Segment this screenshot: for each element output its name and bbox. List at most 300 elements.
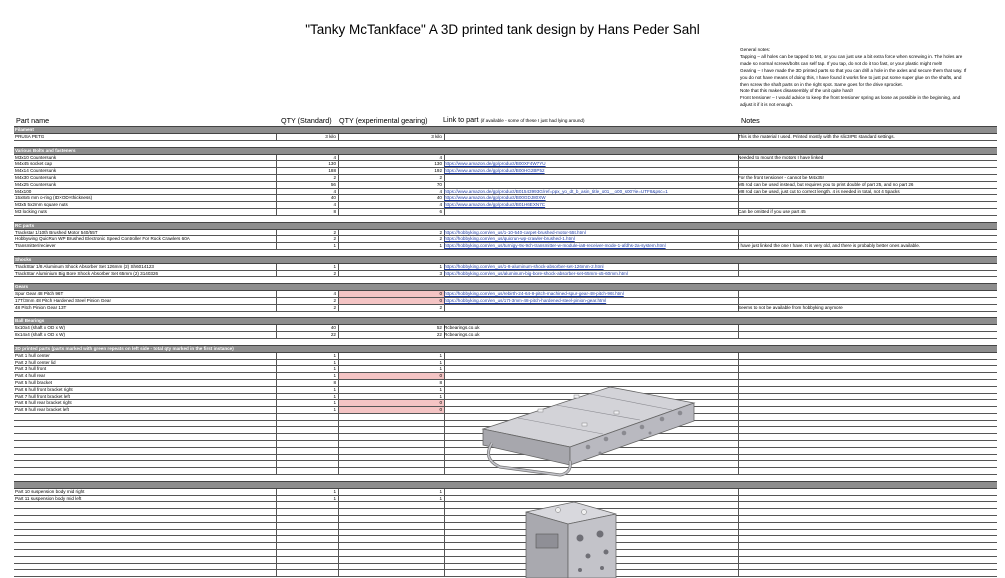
table-row	[14, 298, 997, 305]
qty-experimental-cell: 130	[434, 161, 442, 167]
column-divider	[276, 530, 277, 536]
part-name-cell: Part 1 hull center	[15, 352, 50, 358]
column-divider	[338, 421, 339, 427]
hull-render-image	[478, 381, 700, 479]
column-divider	[338, 427, 339, 433]
column-divider	[276, 461, 277, 467]
column-divider	[738, 564, 739, 570]
section-title: Filament	[15, 127, 34, 132]
qty-experimental-cell: 1	[439, 243, 442, 249]
part-name-cell: Part 9 hull rear bracket left	[15, 407, 69, 413]
part-link[interactable]: https://hobbyking.com/en_us/quicrun-wp-crawler-brushed-1.html	[444, 236, 575, 242]
table-row	[14, 243, 997, 250]
column-divider	[738, 516, 739, 522]
qty-experimental-cell: 1	[439, 263, 442, 269]
column-divider	[444, 360, 445, 366]
column-divider	[276, 509, 277, 515]
column-divider	[444, 366, 445, 372]
qty-experimental-cell: 1	[439, 386, 442, 392]
notes-cell: Needed to mount the motors I have linked	[738, 154, 824, 160]
column-divider	[738, 360, 739, 366]
header-qty-standard: QTY (Standard)	[281, 116, 332, 125]
suspension-render-image	[518, 500, 624, 578]
table-row	[14, 264, 997, 271]
qty-experimental-cell: 0	[439, 373, 442, 379]
column-divider	[738, 325, 739, 331]
qty-standard-cell: 1	[333, 407, 336, 413]
column-divider	[444, 373, 445, 379]
column-divider	[338, 570, 339, 576]
part-link[interactable]: https://hobbyking.com/en_us/aluminum-big-bore-shock-absorber-set-65mm-x5-60mm.html	[444, 270, 628, 276]
qty-experimental-cell: 3 kilo	[431, 134, 442, 139]
qty-standard-cell: 1	[333, 352, 336, 358]
part-link[interactable]: https://hobbyking.com/en_us/rebirth-24-64-8-pitch-machined-spur-gear-48-pitch-96t.html	[444, 291, 624, 297]
column-divider	[738, 195, 739, 201]
qty-experimental-cell: 1	[439, 366, 442, 372]
header-part-name: Part name	[16, 116, 50, 125]
column-divider	[738, 394, 739, 400]
column-divider	[738, 414, 739, 420]
column-divider	[444, 550, 445, 556]
notes-cell: Can be omitted if you use part 45	[738, 208, 806, 214]
qty-experimental-cell: 1	[439, 352, 442, 358]
table-row	[14, 271, 997, 278]
notes-cell: This is the material I used. Printed mostly with the slic3rPE standard settings.	[738, 134, 895, 139]
qty-standard-cell: 8	[333, 208, 336, 214]
column-divider	[738, 202, 739, 208]
empty-row	[14, 550, 997, 557]
empty-row	[14, 570, 997, 577]
empty-row	[14, 536, 997, 543]
column-divider	[738, 557, 739, 563]
table-row	[14, 291, 997, 298]
qty-experimental-cell: 52	[436, 325, 442, 331]
part-link[interactable]: https://www.amazon.de/gp/product/B01H6EXN7C	[444, 202, 546, 208]
section-title: Shocks	[15, 256, 32, 262]
qty-standard-cell: 1	[333, 243, 336, 249]
parts-table	[14, 126, 997, 577]
general-notes	[740, 47, 1002, 109]
column-divider	[738, 380, 739, 386]
column-divider	[444, 448, 445, 454]
table-row	[14, 496, 997, 503]
column-divider	[444, 427, 445, 433]
part-name-cell: M4x30 Countersunk	[15, 174, 57, 180]
column-divider	[444, 516, 445, 522]
column-divider	[338, 455, 339, 461]
qty-experimental-cell: 4	[439, 154, 442, 160]
empty-row	[14, 564, 997, 571]
column-divider	[444, 182, 445, 188]
column-divider	[276, 523, 277, 529]
column-divider	[444, 530, 445, 536]
column-divider	[738, 373, 739, 379]
empty-row	[14, 530, 997, 537]
column-divider	[444, 421, 445, 427]
section-header	[14, 481, 997, 489]
column-divider	[276, 536, 277, 542]
column-divider	[444, 564, 445, 570]
column-divider	[444, 461, 445, 467]
column-divider	[738, 271, 739, 277]
qty-standard-cell: 1	[333, 488, 336, 494]
column-divider	[276, 570, 277, 576]
column-divider	[276, 441, 277, 447]
column-divider	[738, 434, 739, 440]
column-divider	[738, 264, 739, 270]
qty-standard-cell: 56	[330, 181, 336, 187]
qty-experimental-cell: 8	[439, 379, 442, 385]
column-divider	[338, 434, 339, 440]
column-divider	[738, 530, 739, 536]
part-name-cell: Part 7 hull front bracket left	[15, 393, 70, 399]
column-divider	[338, 516, 339, 522]
part-link[interactable]: https://hobbyking.com/en_us/1-8-aluminum-shock-absorber-set-126mm-2.html	[444, 263, 604, 269]
general-notes-line: adjust it if it is not enough.	[740, 102, 794, 108]
part-name-cell: Part 5 hull bracket	[15, 379, 53, 385]
part-name-cell: M3x10 Countersunk	[15, 154, 57, 160]
column-divider	[738, 461, 739, 467]
section-title: Gears	[15, 284, 29, 290]
qty-standard-cell: 4	[333, 202, 336, 208]
general-notes-line: made so normal screws/bolts can self tap. If you tap, do not do it too fast, or your plastic might melt!	[740, 60, 943, 66]
column-divider	[276, 550, 277, 556]
column-divider	[738, 230, 739, 236]
table-row	[14, 353, 997, 360]
qty-experimental-cell: 2	[439, 236, 442, 242]
notes-cell: For the front tensioner - cannot be M4x35!	[738, 174, 824, 180]
notes-cell: Seems to not be available from hobbyking anymore	[738, 304, 843, 310]
notes-cell: M8 rod can be used, just cut to correct length. 4 is needed in total, not 4 5packs	[738, 188, 900, 194]
column-divider	[276, 414, 277, 420]
part-name-cell: 8x14x4 (shaft x OD x W)	[15, 332, 66, 338]
qty-experimental-cell: 1	[439, 359, 442, 365]
part-name-cell: Hobbywing QuicRun WP Brushed Electronic Speed Controller For Rock Crawlers 60A	[15, 236, 190, 242]
section-header	[14, 222, 997, 230]
empty-row	[14, 557, 997, 564]
part-name-cell: TrackStar Aluminium Big Bore Shock Absorber Set 65mm (2) 3140326	[15, 270, 159, 276]
column-divider	[444, 502, 445, 508]
column-divider	[738, 298, 739, 304]
header-notes: Notes	[741, 116, 760, 125]
column-divider	[276, 564, 277, 570]
qty-standard-cell: 1	[333, 386, 336, 392]
qty-standard-cell: 4	[333, 291, 336, 297]
qty-standard-cell: 2	[333, 304, 336, 310]
part-link[interactable]: https://www.amazon.de/gp/product/B00GDJ80XW	[444, 195, 546, 201]
table-row	[14, 332, 997, 339]
part-link[interactable]: https://hobbyking.com/en_us/1-10-540-carpet-brushed-motor-55t.html	[444, 229, 586, 235]
general-notes-heading: General notes:	[740, 47, 771, 52]
part-name-cell: Part 8 hull rear bracket right	[15, 400, 72, 406]
column-divider	[444, 489, 445, 495]
column-divider	[338, 550, 339, 556]
column-divider	[738, 291, 739, 297]
qty-experimental-cell: 192	[434, 168, 442, 174]
page-title: "Tanky McTankface" A 3D printed tank design by Hans Peder Sahl	[305, 22, 700, 37]
column-divider	[338, 441, 339, 447]
column-divider	[738, 468, 739, 474]
column-divider	[444, 468, 445, 474]
section-header	[14, 317, 997, 325]
general-notes-line: Front tensioner – I would advice to keep the front tensioner spring as loose as possible in the beginning, and	[740, 95, 961, 101]
qty-standard-cell: 1	[333, 393, 336, 399]
qty-standard-cell: 2	[333, 270, 336, 276]
part-link[interactable]: https://hobbyking.com/en_us/turnigy-9x-9ch-transmitter-w-module-ia8-receiver-mode-1-afdhs-2a-system.html	[444, 243, 666, 249]
section-header	[14, 256, 997, 264]
qty-standard-cell: 40	[330, 195, 336, 201]
column-divider	[738, 236, 739, 242]
part-name-cell: Spur Gear 48 Pitch 96T	[15, 291, 64, 297]
part-name-cell: Part 6 hull front bracket right	[15, 386, 73, 392]
qty-experimental-cell: 0	[439, 297, 442, 303]
supplier-text: Rcbearings.co.uk	[444, 332, 480, 338]
column-divider	[444, 175, 445, 181]
part-name-cell: Part 3 hull front	[15, 366, 47, 372]
part-name-cell: M4x100	[15, 188, 32, 194]
part-name-cell: M4x25 Countersunk	[15, 181, 57, 187]
section-header	[14, 147, 997, 155]
column-divider	[738, 353, 739, 359]
qty-standard-cell: 2	[333, 174, 336, 180]
column-divider	[738, 502, 739, 508]
column-divider	[338, 557, 339, 563]
part-name-cell: TrackStar 1/8 Aluminum Shock Absorber Set 126mm (2) Sh6014123	[15, 263, 154, 269]
section-header	[14, 126, 997, 134]
qty-standard-cell: 2	[333, 229, 336, 235]
qty-experimental-cell: 1	[439, 488, 442, 494]
part-link[interactable]: https://hobbyking.com/en_us/17t-3mm-48-pitch-hardened-steel-pinion-gear.html	[444, 297, 607, 303]
part-name-cell: Part 11 suspension body mid left	[15, 495, 82, 501]
column-divider	[338, 523, 339, 529]
column-divider	[444, 523, 445, 529]
column-divider	[738, 366, 739, 372]
qty-standard-cell: 4	[333, 188, 336, 194]
column-divider	[738, 400, 739, 406]
column-divider	[276, 468, 277, 474]
column-divider	[276, 434, 277, 440]
column-divider	[738, 407, 739, 413]
column-divider	[738, 387, 739, 393]
qty-experimental-cell: 0	[439, 407, 442, 413]
section-title: Ball Bearings	[15, 318, 45, 324]
table-row	[14, 202, 997, 209]
qty-experimental-cell: 6	[439, 208, 442, 214]
column-divider	[444, 496, 445, 502]
qty-standard-cell: 8	[333, 379, 336, 385]
qty-experimental-cell: 2	[439, 229, 442, 235]
notes-cell: M5 rod can be used instead, but requires you to print double of part 25, and no part 26	[738, 181, 914, 187]
column-divider	[444, 353, 445, 359]
qty-experimental-cell: 1	[439, 393, 442, 399]
column-divider	[444, 455, 445, 461]
part-name-cell: 17T/3mm 48 Pitch Hardened Steel Pinion Gear	[15, 297, 112, 303]
column-divider	[738, 168, 739, 174]
section-title: RC parts	[15, 222, 35, 228]
table-row	[14, 168, 997, 175]
table-row	[14, 366, 997, 373]
qty-experimental-cell: 2	[439, 174, 442, 180]
qty-experimental-cell: 1	[439, 495, 442, 501]
table-row	[14, 195, 997, 202]
column-divider	[738, 489, 739, 495]
column-divider	[738, 496, 739, 502]
column-divider	[444, 400, 445, 406]
column-divider	[738, 421, 739, 427]
qty-standard-cell: 40	[330, 325, 336, 331]
column-divider	[738, 455, 739, 461]
column-divider	[338, 509, 339, 515]
general-notes-line: you do not have means of doing this, I have found it works fine to just put some super glue on the shafts, and	[740, 74, 962, 80]
column-divider	[444, 543, 445, 549]
empty-row	[14, 502, 997, 509]
column-divider	[338, 536, 339, 542]
supplier-text: Rcbearings.co.uk	[444, 325, 480, 331]
general-notes-line: Tapping – all holes can be tapped to M4, or you can just use a bit extra force when screwing in. The holes are	[740, 53, 963, 59]
column-divider	[276, 502, 277, 508]
header-link	[443, 115, 585, 124]
part-name-cell: Part 2 hull center lid	[15, 359, 56, 365]
column-divider	[444, 441, 445, 447]
qty-standard-cell: 2	[333, 236, 336, 242]
column-divider	[444, 509, 445, 515]
column-divider	[444, 387, 445, 393]
qty-standard-cell: 1	[333, 495, 336, 501]
qty-experimental-cell: 3	[439, 270, 442, 276]
column-divider	[444, 155, 445, 161]
column-divider	[444, 380, 445, 386]
empty-row	[14, 509, 997, 516]
part-name-cell: M4x45 socket cap	[15, 161, 53, 167]
part-link[interactable]: https://www.amazon.de/gp/product/B01543993G/ref=ppx_yo_dt_b_asin_title_o01__o00_s00?ie=UTF8&psc=1	[444, 188, 668, 194]
qty-standard-cell: 1	[333, 263, 336, 269]
table-row	[14, 230, 997, 237]
qty-experimental-cell: 2	[439, 304, 442, 310]
column-divider	[738, 448, 739, 454]
qty-experimental-cell: 0	[439, 291, 442, 297]
qty-experimental-cell: 4	[439, 188, 442, 194]
column-divider	[444, 414, 445, 420]
column-divider	[338, 468, 339, 474]
column-divider	[276, 427, 277, 433]
column-divider	[276, 448, 277, 454]
section-title: Various Bolts and fasteners	[15, 147, 76, 153]
qty-experimental-cell: 40	[436, 195, 442, 201]
notes-cell: I have just linked the one I have. It is very old, and there is probably better ones available.	[738, 243, 921, 249]
column-divider	[738, 523, 739, 529]
column-divider	[338, 502, 339, 508]
part-name-cell: M3 locking nuts	[15, 208, 47, 214]
header-link-note: (if available - some of these I just had lying around)	[480, 118, 585, 123]
qty-standard-cell: 3 kilo	[325, 134, 336, 139]
empty-row	[14, 516, 997, 523]
column-divider	[738, 550, 739, 556]
table-row	[14, 373, 997, 380]
column-divider	[338, 414, 339, 420]
column-divider	[338, 448, 339, 454]
column-divider	[738, 427, 739, 433]
table-row	[14, 209, 997, 216]
column-divider	[444, 434, 445, 440]
column-divider	[444, 305, 445, 311]
qty-experimental-cell: 4	[439, 202, 442, 208]
part-name-cell: Transmitter/reciever	[15, 243, 56, 249]
column-divider	[444, 209, 445, 215]
qty-experimental-cell: 22	[436, 332, 442, 338]
table-row	[14, 134, 997, 141]
part-name-cell: 15x8x5 mm o-ring (ID×OD×thickness)	[15, 195, 93, 201]
column-divider	[276, 421, 277, 427]
part-name-cell: Trackstar 1/10th Brushed Motor 540/55T	[15, 229, 98, 235]
table-row	[14, 360, 997, 367]
column-divider	[444, 536, 445, 542]
part-name-cell: Part 4 hull rear	[15, 373, 46, 379]
column-divider	[338, 461, 339, 467]
column-divider	[738, 509, 739, 515]
part-link[interactable]: https://www.amazon.de/gp/product/B00HG2BP52	[444, 168, 545, 174]
empty-row	[14, 543, 997, 550]
column-divider	[738, 570, 739, 576]
empty-row	[14, 523, 997, 530]
qty-standard-cell: 2	[333, 297, 336, 303]
column-divider	[444, 557, 445, 563]
column-divider	[338, 543, 339, 549]
qty-standard-cell: 188	[328, 168, 336, 174]
qty-standard-cell: 130	[328, 161, 336, 167]
header-qty-experimental: QTY (experimental gearing)	[339, 116, 428, 125]
table-row	[14, 305, 997, 312]
column-divider	[338, 564, 339, 570]
table-row	[14, 182, 997, 189]
column-divider	[444, 407, 445, 413]
qty-standard-cell: 1	[333, 359, 336, 365]
qty-standard-cell: 1	[333, 366, 336, 372]
part-name-cell: M3x5 5x2mm square nuts	[15, 202, 68, 208]
part-name-cell: 48 Pitch Pinion Gear 13T	[15, 304, 67, 310]
qty-experimental-cell: 0	[439, 400, 442, 406]
section-header	[14, 345, 997, 353]
qty-standard-cell: 1	[333, 400, 336, 406]
column-divider	[444, 394, 445, 400]
column-divider	[276, 516, 277, 522]
qty-standard-cell: 22	[330, 332, 336, 338]
column-divider	[738, 543, 739, 549]
column-divider	[738, 161, 739, 167]
column-divider	[738, 441, 739, 447]
part-name-cell: Part 10 suspension body mid right	[15, 488, 85, 494]
general-notes-line: Note that this makes disassembly of the unit quite hard!	[740, 88, 853, 94]
table-row	[14, 161, 997, 168]
column-divider	[444, 570, 445, 576]
column-divider	[738, 536, 739, 542]
table-row	[14, 325, 997, 332]
part-link[interactable]: https://www.amazon.de/gp/product/B00XF4W7YU	[444, 161, 546, 167]
section-title: 3D printed parts (parts marked with green repeats on left side - total qty marked in the first instance)	[15, 345, 234, 351]
general-notes-line: then screw the shaft parts on in the right spot. Same goes for the drive sprocket.	[740, 81, 903, 87]
part-name-cell: M4x14 Countersunk	[15, 168, 57, 174]
column-divider	[276, 543, 277, 549]
qty-standard-cell: 1	[333, 373, 336, 379]
section-header	[14, 283, 997, 291]
column-divider	[738, 332, 739, 338]
qty-experimental-cell: 70	[436, 181, 442, 187]
column-divider	[276, 455, 277, 461]
table-row	[14, 175, 997, 182]
table-row	[14, 489, 997, 496]
general-notes-line: Gearing – I have made the 3D printed parts so that you can drill a hole in the axles and secure them that way. If	[740, 67, 967, 73]
table-row	[14, 236, 997, 243]
header-link-label: Link to part	[443, 115, 479, 124]
